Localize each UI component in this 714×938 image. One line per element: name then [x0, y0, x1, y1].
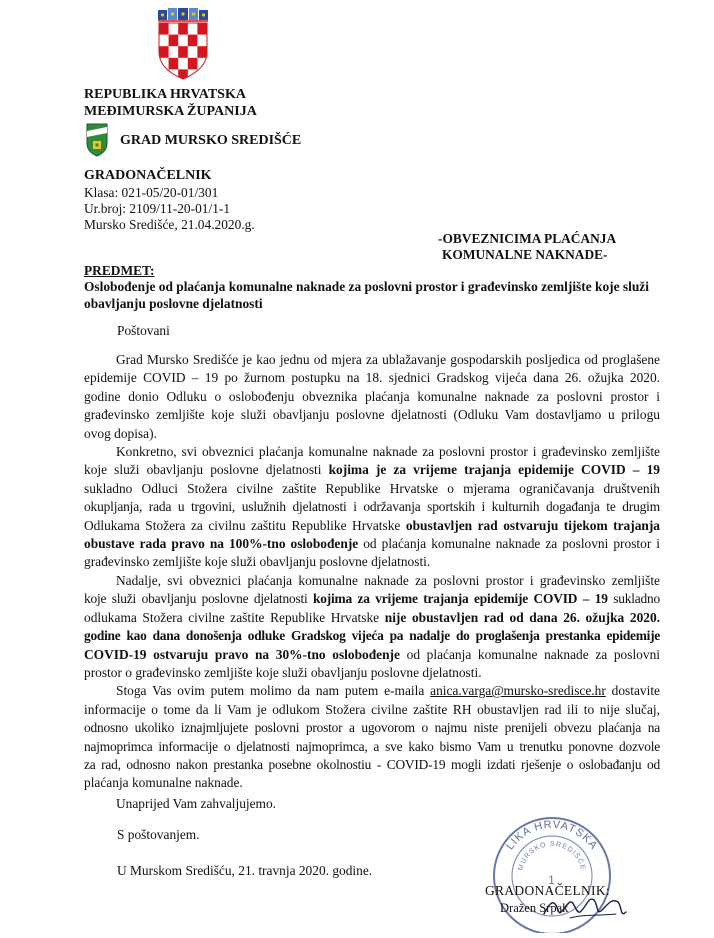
signature-title: GRADONAČELNIK:: [485, 883, 610, 898]
croatian-coat-of-arms: [155, 8, 211, 80]
paragraph-4-line: Stoga Vas ovim putem molimo da nam putem e-maila anica.varga@mursko-sredisce.hr dostavite: [116, 683, 660, 699]
subject-label: PREDMET:: [84, 263, 155, 278]
stamp-number: 1: [548, 873, 556, 887]
header-place-date: Mursko Središće, 21.04.2020.g.: [84, 217, 255, 232]
signature-name: Dražen Srpak: [500, 901, 569, 915]
paragraph-1-line: godine donio Odluku o oslobođenju obveznika plaćanja komunalne naknade za poslovni prostor i: [84, 388, 660, 404]
header-city: GRAD MURSKO SREDIŠĆE: [120, 133, 302, 148]
paragraph-3-line: koje služi obavljanju poslovne djelatnosti kojima za vrijeme trajanja epidemije COVID – 19 sukladno: [84, 591, 660, 607]
email-link[interactable]: anica.varga@mursko-sredisce.hr: [430, 683, 606, 699]
paragraph-3-line: COVID-19 ostvaruju pravo na 30%-tno oslobođenje od plaćanja komunalne naknade za poslovni: [84, 646, 660, 662]
paragraph-4-line: plaćanja komunalne naknade.: [84, 775, 243, 791]
paragraph-4-line: najmoprimca informacije o djelatnosti najmoprimca, a sve kako bismo Vam u trenutku ponovne dozvole: [84, 738, 660, 754]
header-klasa: Klasa: 021-05/20-01/301: [84, 185, 219, 200]
paragraph-2-line: obustave rada pravo na 100%-tno oslobođenje od plaćanja komunalne naknade za poslovni prostor i: [84, 536, 660, 552]
recipient-line-2: KOMUNALNE NAKNADE-: [442, 247, 608, 262]
header-county: MEĐIMURSKA ŽUPANIJA: [84, 104, 257, 119]
paragraph-3-line: odlukama Stožera civilne zaštite Republike Hrvatske nije obustavljen rad od dana 26. ožujka 2020.: [84, 609, 661, 625]
paragraph-1-line: ovog dopisa).: [84, 425, 157, 441]
recipient-line-1: -OBVEZNICIMA PLAĆANJA: [438, 231, 617, 246]
paragraph-2-line: Odlukama Stožera za civilnu zaštitu Republike Hrvatske obustavljen rad ostvaruju tijekom trajanja: [84, 517, 661, 533]
greeting: Poštovani: [117, 323, 170, 338]
subject-line-1: Oslobođenje od plaćanja komunalne naknade za poslovni prostor i građevinsko zemljište koje služi: [84, 279, 649, 294]
paragraph-1-line: epidemije COVID – 19 po žurnom postupku na 18. sjednici Gradskog vijeća dana 26. ožujka 2020.: [84, 370, 660, 386]
paragraph-1-line: građevinsko zemljište koje služi obavljanju poslovne djelatnosti (Odluku Vam dostavljamo u prilogu: [84, 407, 660, 423]
paragraph-4-line: za rad, odnosno nakon prestanka posebne okolnostiu - COVID-19 mogli izdati rješenje o oslobađanju od: [84, 756, 660, 772]
paragraph-2-line: građevinsko zemljište koje služi obavljanju poslovne djelatnosti.: [84, 554, 431, 570]
paragraph-4-line: odnosno ukoliko iznajmljujete poslovni prostor a ugovorom o najmu niste prenijeli obvezu plaćanja na: [84, 720, 660, 736]
city-coat-of-arms: [86, 123, 108, 157]
letter-body: [84, 351, 660, 813]
stamp-inner-text: MURSKO SREDIŠĆE: [517, 840, 587, 872]
closing-place-date: U Murskom Središću, 21. travnja 2020. godine.: [117, 863, 373, 878]
paragraph-3-line: prostor o građevinsko zemljište koje služi obavljanju poslovne djelatnosti.: [84, 664, 482, 680]
thanks-line: Unaprijed Vam zahvaljujemo.: [116, 795, 277, 811]
handwritten-signature: [540, 888, 630, 926]
paragraph-4-line: informacije o tome da li Vam je odlukom Stožera civilne zaštite RH obustavljen rad ili to nije slučaj,: [84, 701, 660, 717]
header-urbroj: Ur.broj: 2109/11-20-01/1-1: [84, 201, 231, 216]
paragraph-2-line: okupljanja, rada u trgovini, uslužnih djelatnosti i održavanja sportskih i kulturnih događanja te drugim: [84, 499, 660, 515]
paragraph-2-line: koje služi obavljanju poslovne djelatnosti kojima je za vrijeme trajanja epidemije COVID – 19: [84, 462, 660, 478]
paragraph-3-line: godine kao dana donošenja odluke Gradskog vijeća pa nadalje do proglašenja prestanka epidemije: [84, 628, 660, 644]
stamp-top-text: LIKA HRVATSKA: [503, 818, 600, 853]
paragraph-2-line: sukladno Odluci Stožera civilne zaštite Republike Hrvatske o mjerama ograničavanja društvenih: [84, 480, 660, 496]
header-country: REPUBLIKA HRVATSKA: [84, 87, 246, 102]
paragraph-3-line: Nadalje, svi obveznici plaćanja komunalne naknade za poslovni prostor i građevinsko zemljište: [116, 572, 660, 588]
paragraph-2-line: Konkretno, svi obveznici plaćanja komunalne naknade za poslovni prostor i građevinsko zemljište: [116, 444, 660, 460]
header-office: GRADONAČELNIK: [84, 168, 212, 183]
paragraph-1-line: Grad Mursko Središće je kao jednu od mjera za ublažavanje gospodarskih posljedica od proglašene: [116, 352, 660, 367]
subject-line-2: obavljanju poslovne djelatnosti: [84, 296, 263, 311]
regards-line: S poštovanjem.: [117, 827, 200, 842]
